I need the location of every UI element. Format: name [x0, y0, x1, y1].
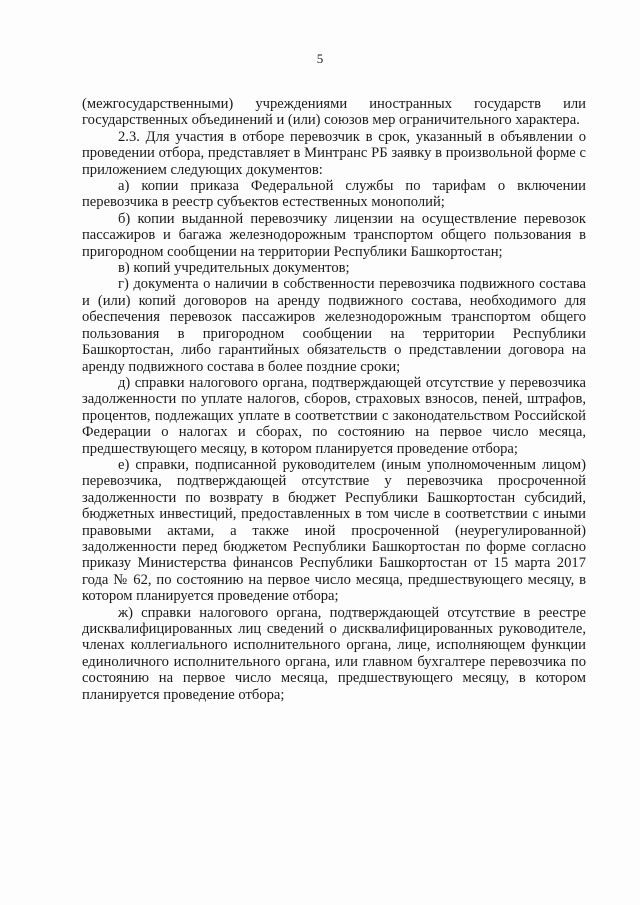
paragraph-item-g: г) документа о наличии в собственности перевозчика подвижного состава и (или) копий договоров на аренду подвижного состава, необходимого для обеспечения перевозок пассажиров железнодорожным транспортом общего пользования в пригородном сообщении на территории Республики Башкортостан, либо гарантийных обязательств о представлении договора на аренду подвижного состава в более поздние сроки; — [82, 276, 586, 375]
page-number: 5 — [316, 51, 324, 66]
paragraph-item-v: в) копий учредительных документов; — [118, 260, 350, 277]
document-body — [82, 96, 586, 703]
paragraph-item-a: а) копии приказа Федеральной службы по тарифам о включении перевозчика в реестр субъектов естественных монополий; — [82, 178, 586, 211]
paragraph-2-3: 2.3. Для участия в отборе перевозчик в срок, указанный в объявлении о проведении отбора, представляет в Минтранс РБ заявку в произвольной форме с приложением следующих документов: — [82, 128, 586, 178]
paragraph-item-b: б) копии выданной перевозчику лицензии на осуществление перевозок пассажиров и багажа железнодорожным транспортом общего пользования в пригородном сообщении на территории Республики Башкортостан; — [82, 210, 586, 260]
paragraph-item-zh: ж) справки налогового органа, подтверждающей отсутствие в реестре дисквалифицированных лиц сведений о дисквалифицированных руководителе, членах коллегиального исполнительного органа, лице, исполняющем функции единоличного исполнительного органа, или главном бухгалтере перевозчика по состоянию на первое число месяца, предшествующего месяцу, в котором планируется проведение отбора; — [82, 604, 586, 703]
paragraph-item-e: е) справки, подписанной руководителем (иным уполномоченным лицом) перевозчика, подтверждающей отсутствие у перевозчика просроченной задолженности по возврату в бюджет Республики Башкортостан субсидий, бюджетных инвестиций, предоставленных в том числе в соответствии с иными правовыми актами, а также иной просроченной (неурегулированной) задолженности перед бюджетом Республики Башкортостан по форме согласно приказу Министерства финансов Республики Башкортостан от 15 марта 2017 года № 62, по состоянию на первое число месяца, предшествующего месяцу, в котором планируется проведение отбора; — [82, 456, 586, 605]
paragraph-continuation: (межгосударственными) учреждениями иностранных государств или государственных объединений и (или) союзов мер ограничительного характера. — [82, 96, 586, 129]
paragraph-item-d: д) справки налогового органа, подтверждающей отсутствие у перевозчика задолженности по уплате налогов, сборов, страховых взносов, пеней, штрафов, процентов, подлежащих уплате в соответствии с законодательством Российской Федерации о налогах и сборах, по состоянию на первое число месяца, предшествующего месяцу, в котором планируется проведение отбора; — [82, 374, 586, 457]
